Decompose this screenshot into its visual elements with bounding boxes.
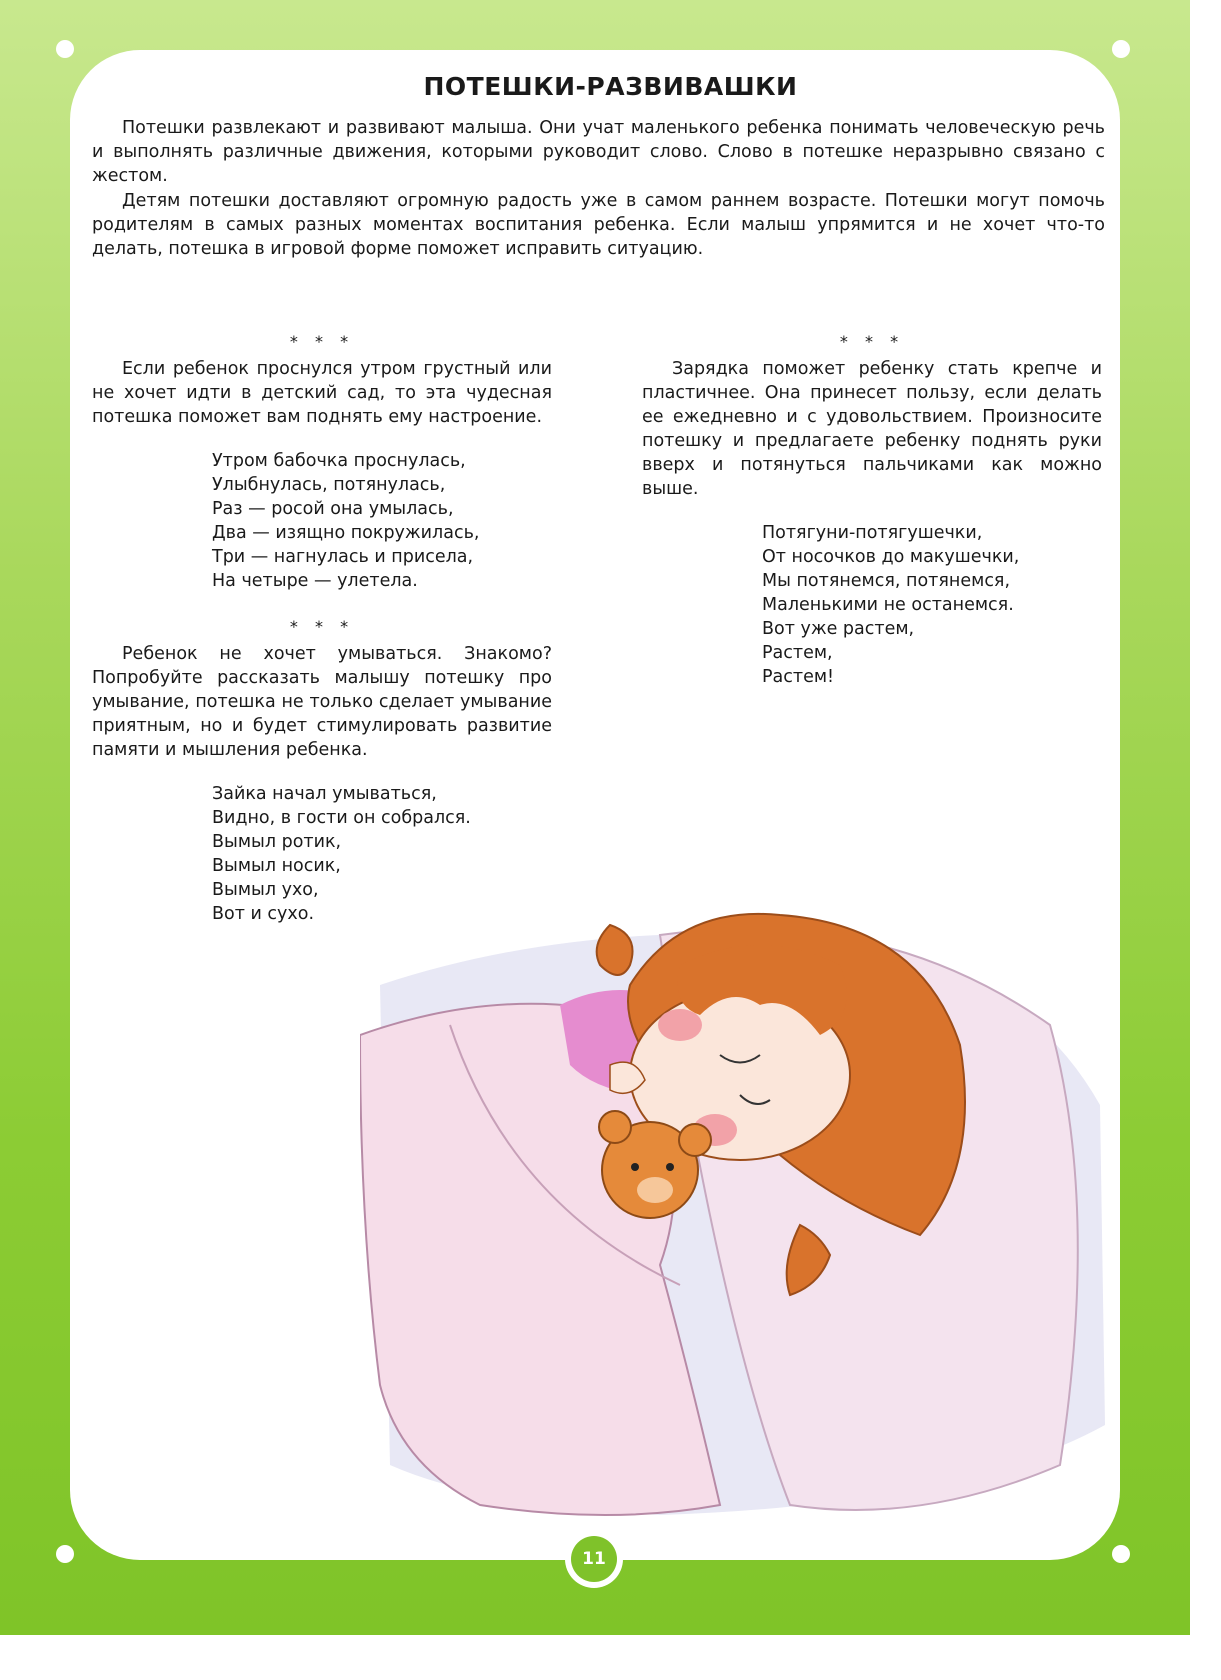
poem-line: На четыре — улетела. (212, 571, 418, 591)
teddy-bear-ear (599, 1111, 631, 1143)
corner-dot-top-right (1112, 40, 1130, 58)
section-separator: * * * (289, 617, 355, 636)
teddy-bear-eye (666, 1163, 674, 1171)
poem-line: Вот и сухо. (212, 904, 315, 924)
poem-line: Два — изящно покружилась, (212, 523, 480, 543)
corner-dot-bottom-left (56, 1545, 74, 1563)
page-title: ПОТЕШКИ-РАЗВИВАШКИ (423, 72, 798, 101)
corner-dot-top-left (56, 40, 74, 58)
section-lead-text: Зарядка поможет ребенку стать крепче и пластичнее. Она принесет пользу, если делать ее ежедневно и с удовольствием. Произносите потешку и предлагаете ребенку поднять руки вверх и потянуться пальчиками как можно выше. (642, 359, 1102, 499)
intro-paragraph: Потешки развлекают и развивают малыша. Они учат маленького ребенка понимать человеческую речь и выполнять различные движения, которыми руководит слово. Слово в потешке неразрывно связано с жестом. (92, 118, 1105, 186)
sleeping-girl-illustration (360, 905, 1120, 1525)
intro-paragraph: Детям потешки доставляют огромную радость уже в самом раннем возрасте. Потешки могут помочь родителям в самых разных моментах воспитания ребенка. Если малыш упрямится и не хочет что-то делать, потешка в игровой форме поможет исправить ситуацию. (92, 191, 1105, 259)
poem-line: Вымыл ухо, (212, 880, 319, 900)
page-number: 11 (571, 1536, 617, 1582)
left-column (92, 330, 552, 926)
cheek (658, 1009, 702, 1041)
poem-line: Потягуни-потягушечки, (762, 523, 983, 543)
poem-line: Улыбнулась, потянулась, (212, 475, 446, 495)
poem-line: Растем, (762, 643, 833, 663)
poem-line: От носочков до макушечки, (762, 547, 1020, 567)
teddy-bear-ear (679, 1124, 711, 1156)
poem-line: Вымыл носик, (212, 856, 341, 876)
poem-line: Видно, в гости он собрался. (212, 808, 471, 828)
poem-line: Три — нагнулась и присела, (212, 547, 474, 567)
section-lead-text: Ребенок не хочет умываться. Знакомо? Попробуйте рассказать малышу потешку про умывание, потешка не только сделает умывание приятным, но и будет стимулировать развитие памяти и мышления ребенка. (92, 644, 552, 760)
section-lead-text: Если ребенок проснулся утром грустный или не хочет идти в детский сад, то эта чудесная потешка поможет вам поднять ему настроение. (92, 359, 552, 427)
poem-butterfly (92, 449, 552, 593)
teddy-bear-eye (631, 1163, 639, 1171)
section-separator: * * * (289, 332, 355, 351)
right-column (642, 330, 1102, 689)
poem-line: Маленькими не останемся. (762, 595, 1014, 615)
poem-stretching (642, 521, 1102, 689)
braid (597, 925, 633, 975)
page-number-badge (565, 1530, 623, 1588)
poem-line: Утром бабочка проснулась, (212, 451, 466, 471)
corner-dot-bottom-right (1112, 1545, 1130, 1563)
poem-line: Вот уже растем, (762, 619, 915, 639)
intro-text (92, 116, 1105, 262)
teddy-bear-muzzle (637, 1177, 673, 1203)
poem-line: Раз — росой она умылась, (212, 499, 454, 519)
poem-line: Растем! (762, 667, 835, 687)
section-separator: * * * (839, 332, 905, 351)
poem-line: Зайка начал умываться, (212, 784, 437, 804)
poem-line: Мы потянемся, потянемся, (762, 571, 1011, 591)
poem-line: Вымыл ротик, (212, 832, 342, 852)
